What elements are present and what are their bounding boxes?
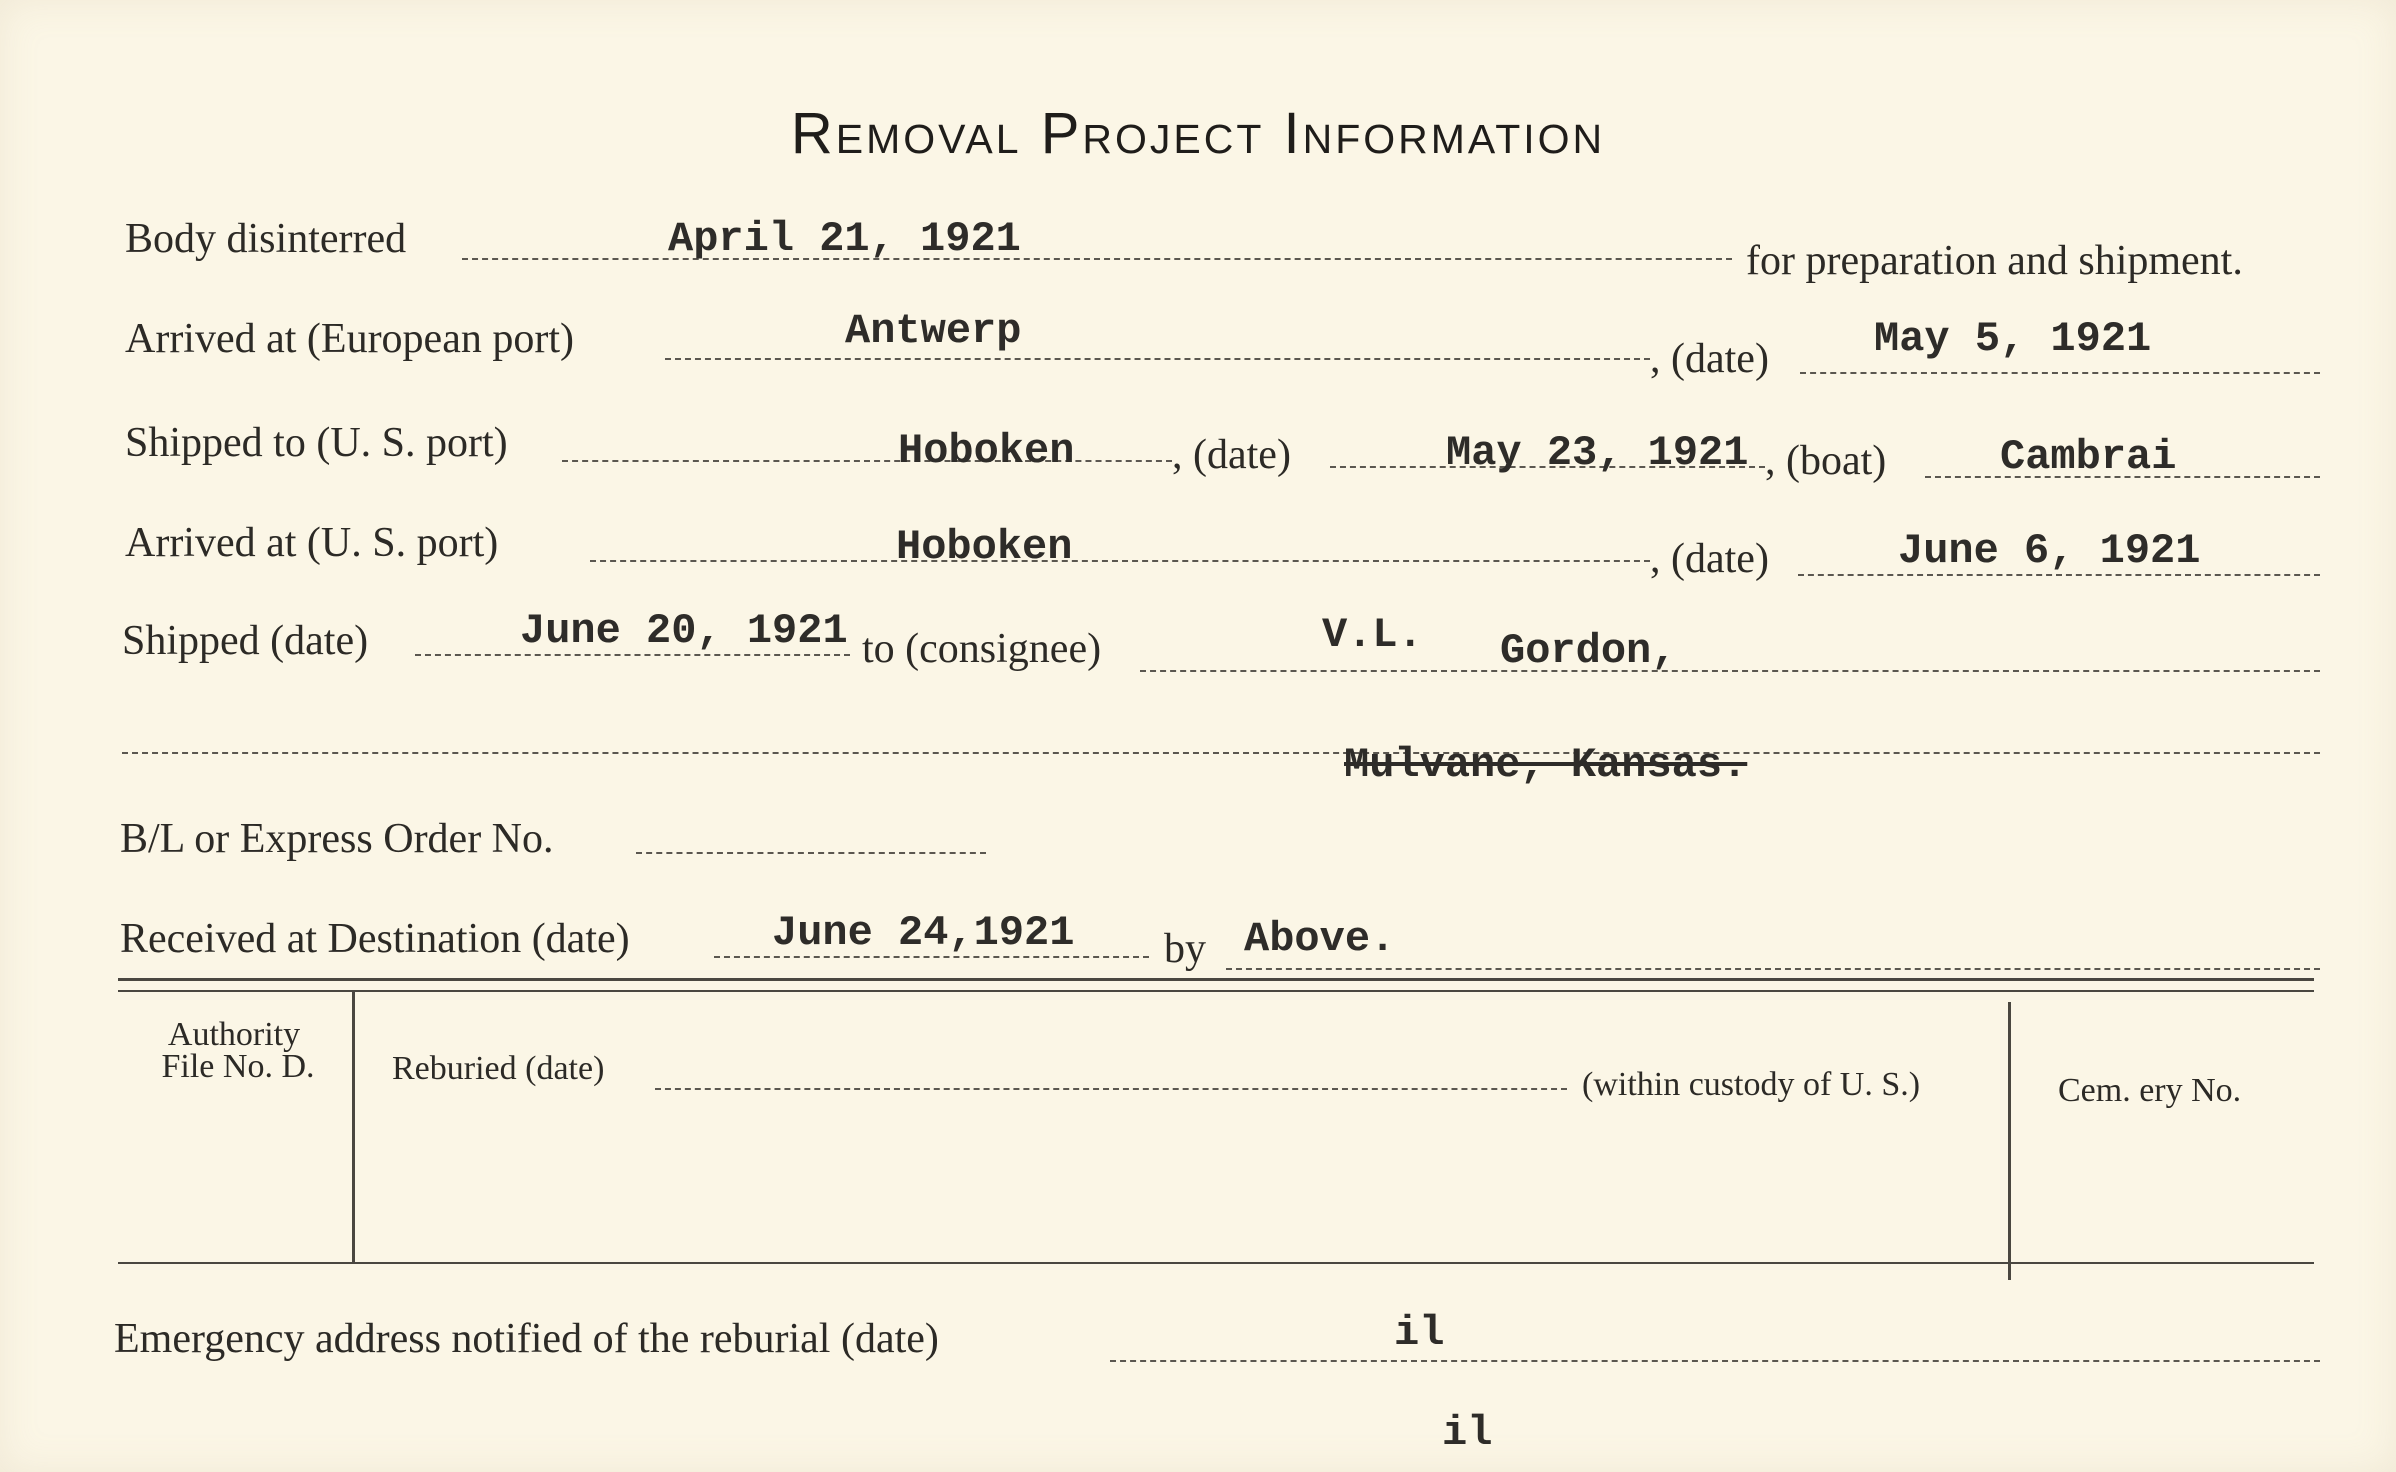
custody-label: (within custody of U. S.) (1582, 1066, 1921, 1103)
arrived-us-date-label: , (date) (1650, 536, 1769, 582)
by-value: Above. (1244, 915, 1396, 963)
received-label: Received at Destination (date) (120, 916, 630, 962)
consignee-address: Mulvane, Kansas. (1344, 741, 1748, 789)
shipped-us-label: Shipped to (U. S. port) (125, 420, 508, 466)
emergency-value: il (1394, 1309, 1445, 1357)
reburied-label: Reburied (date) (392, 1050, 605, 1087)
shipped-date-value: June 20, 1921 (520, 607, 848, 655)
arrived-us-date: June 6, 1921 (1898, 527, 2201, 575)
shipped-us-port: Hoboken (898, 427, 1075, 475)
body-disinterred-label: Body disinterred (125, 216, 407, 262)
page-title: Removal Project Information (790, 101, 1606, 166)
by-label: by (1164, 926, 1206, 972)
table-top-rule-double (118, 990, 2314, 992)
emergency-label: Emergency address notified of the reburial (date) (114, 1316, 939, 1362)
reburied-line (655, 1088, 1567, 1090)
boat-value: Cambrai (2000, 433, 2177, 481)
body-disinterred-line (462, 258, 1732, 260)
received-date: June 24,1921 (772, 909, 1075, 957)
shipped-us-date: May 23, 1921 (1446, 429, 1749, 477)
consignee-line (1140, 670, 2320, 672)
boat-label: , (boat) (1765, 438, 1887, 484)
address-line (122, 752, 2320, 754)
consignee-initials: V.L. (1322, 611, 1423, 659)
arrived-eu-label: Arrived at (European port) (125, 316, 574, 362)
cemetery-label: Cem. ery No. (2058, 1072, 2242, 1109)
table-top-rule (118, 978, 2314, 981)
arrived-eu-port: Antwerp (845, 307, 1022, 355)
table-bottom-rule (118, 1262, 2314, 1264)
authority-label-1: Authority (167, 1016, 301, 1053)
shipped-us-line (562, 460, 1172, 462)
for-preparation-label: for preparation and shipment. (1746, 238, 2243, 284)
arrived-eu-date: May 5, 1921 (1874, 315, 2152, 363)
bottom-mark: il (1442, 1409, 1493, 1457)
body-disinterred-value: April 21, 1921 (668, 215, 1021, 263)
shipped-date-label: Shipped (date) (122, 618, 369, 664)
arrived-eu-date-line (1800, 372, 2320, 374)
consignee-label: to (consignee) (862, 626, 1102, 672)
by-line (1226, 968, 2320, 970)
arrived-us-line (590, 560, 1650, 562)
table-divider-right (2008, 1002, 2011, 1280)
bl-line (636, 852, 986, 854)
shipped-us-date-label: , (date) (1172, 432, 1291, 478)
consignee-name: Gordon, (1500, 627, 1677, 675)
arrived-us-label: Arrived at (U. S. port) (125, 520, 499, 566)
bl-label: B/L or Express Order No. (120, 816, 554, 862)
table-divider-left (352, 990, 355, 1262)
emergency-line (1110, 1360, 2320, 1362)
arrived-eu-line (665, 358, 1650, 360)
arrived-us-port: Hoboken (896, 523, 1073, 571)
arrived-eu-date-label: , (date) (1650, 336, 1769, 382)
authority-label-2: File No. D. (161, 1048, 315, 1085)
